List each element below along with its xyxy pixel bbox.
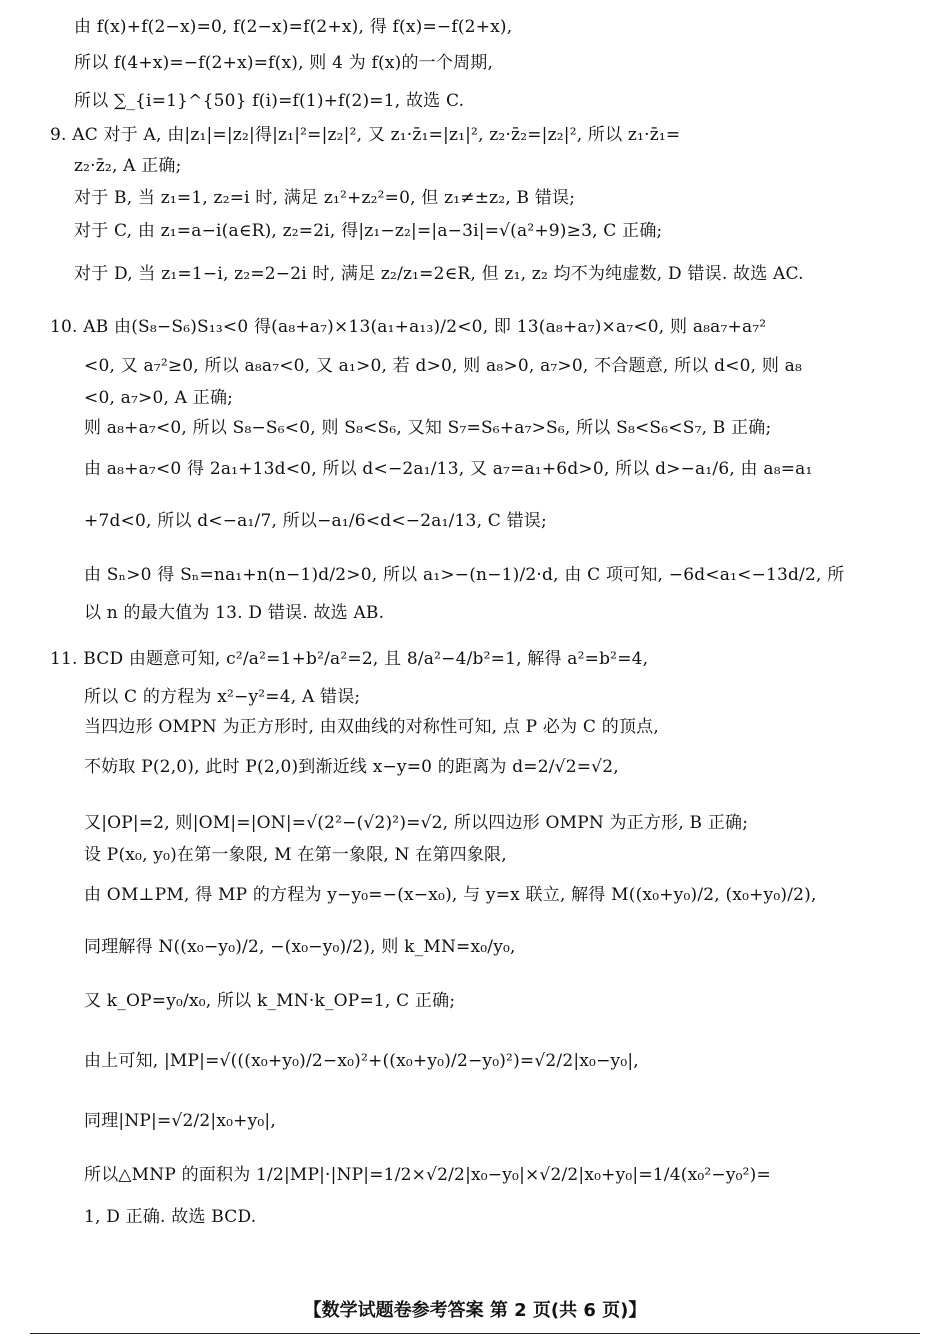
text-line: 所以 ∑_{i=1}^{50} f(i)=f(1)+f(2)=1, 故选 C. [74, 91, 465, 111]
text-line: 不妨取 P(2,0), 此时 P(2,0)到渐近线 x−y=0 的距离为 d=2/√2=√2, [84, 757, 619, 777]
text-line: 由 Sₙ>0 得 Sₙ=na₁+n(n−1)d/2>0, 所以 a₁>−(n−1)/2·d, 由 C 项可知, −6d<a₁<−13d/2, 所 [84, 565, 845, 585]
text-line: 对于 D, 当 z₁=1−i, z₂=2−2i 时, 满足 z₂/z₁=2∈R, 但 z₁, z₂ 均不为纯虚数, D 错误. 故选 AC. [74, 264, 804, 284]
text-line: 则 a₈+a₇<0, 所以 S₈−S₆<0, 则 S₈<S₆, 又知 S₇=S₆+a₇>S₆, 所以 S₈<S₆<S₇, B 正确; [84, 418, 772, 438]
text-line: 同理|NP|=√2/2|x₀+y₀|, [84, 1111, 276, 1131]
text-line: 设 P(x₀, y₀)在第一象限, M 在第一象限, N 在第四象限, [84, 845, 507, 865]
text-line: 由 OM⊥PM, 得 MP 的方程为 y−y₀=−(x−x₀), 与 y=x 联立, 解得 M((x₀+y₀)/2, (x₀+y₀)/2), [84, 885, 817, 905]
text-line: 所以 f(4+x)=−f(2+x)=f(x), 则 4 为 f(x)的一个周期, [74, 53, 494, 73]
text-line: 所以 C 的方程为 x²−y²=4, A 错误; [84, 687, 361, 707]
text-line: 同理解得 N((x₀−y₀)/2, −(x₀−y₀)/2), 则 k_MN=x₀/y₀, [84, 937, 516, 957]
text-line: 以 n 的最大值为 13. D 错误. 故选 AB. [84, 603, 385, 623]
text-line: 当四边形 OMPN 为正方形时, 由双曲线的对称性可知, 点 P 必为 C 的顶点, [84, 717, 659, 737]
text-line: <0, 又 a₇²≥0, 所以 a₈a₇<0, 又 a₁>0, 若 d>0, 则 a₈>0, a₇>0, 不合题意, 所以 d<0, 则 a₈ [84, 356, 803, 376]
text-line: 10. AB 由(S₈−S₆)S₁₃<0 得(a₈+a₇)×13(a₁+a₁₃)/2<0, 即 13(a₈+a₇)×a₇<0, 则 a₈a₇+a₇² [50, 317, 767, 337]
text-line: 9. AC 对于 A, 由|z₁|=|z₂|得|z₁|²=|z₂|², 又 z₁·z̄₁=|z₁|², z₂·z̄₂=|z₂|², 所以 z₁·z̄₁= [50, 125, 681, 145]
text-line: 由 a₈+a₇<0 得 2a₁+13d<0, 所以 d<−2a₁/13, 又 a₇=a₁+6d>0, 所以 d>−a₁/6, 由 a₈=a₁ [84, 459, 813, 479]
text-line: +7d<0, 所以 d<−a₁/7, 所以−a₁/6<d<−2a₁/13, C 错误; [84, 511, 547, 531]
text-line: 对于 B, 当 z₁=1, z₂=i 时, 满足 z₁²+z₂²=0, 但 z₁≠±z₂, B 错误; [74, 188, 576, 208]
text-line: 对于 C, 由 z₁=a−i(a∈R), z₂=2i, 得|z₁−z₂|=|a−3i|=√(a²+9)≥3, C 正确; [74, 221, 663, 241]
page-footer: 【数学试题卷参考答案 第 2 页(共 6 页)】 [303, 1300, 647, 1321]
text-line: <0, a₇>0, A 正确; [84, 388, 234, 408]
text-line: 1, D 正确. 故选 BCD. [84, 1207, 257, 1227]
text-line: 由上可知, |MP|=√(((x₀+y₀)/2−x₀)²+((x₀+y₀)/2−y₀)²)=√2/2|x₀−y₀|, [84, 1051, 639, 1071]
text-line: 所以△MNP 的面积为 1/2|MP|·|NP|=1/2×√2/2|x₀−y₀|×√2/2|x₀+y₀|=1/4(x₀²−y₀²)= [84, 1165, 771, 1185]
bottom-rule [30, 1333, 920, 1334]
text-line: 由 f(x)+f(2−x)=0, f(2−x)=f(2+x), 得 f(x)=−f(2+x), [74, 17, 513, 37]
text-line: 又|OP|=2, 则|OM|=|ON|=√(2²−(√2)²)=√2, 所以四边形 OMPN 为正方形, B 正确; [84, 813, 749, 833]
text-line: 又 k_OP=y₀/x₀, 所以 k_MN·k_OP=1, C 正确; [84, 991, 456, 1011]
text-line: z₂·z̄₂, A 正确; [74, 156, 182, 176]
text-line: 11. BCD 由题意可知, c²/a²=1+b²/a²=2, 且 8/a²−4/b²=1, 解得 a²=b²=4, [50, 649, 649, 669]
